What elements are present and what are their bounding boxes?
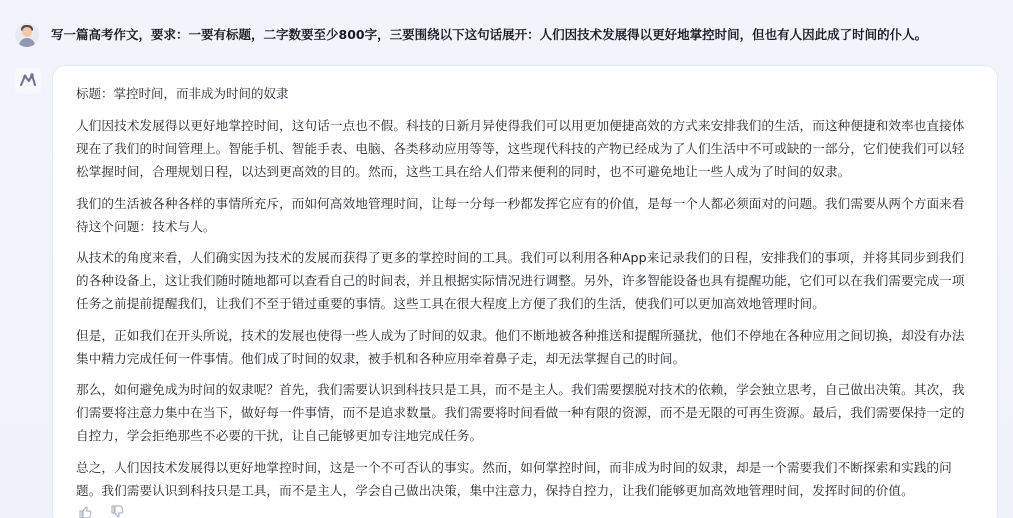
user-avatar-icon <box>15 23 39 47</box>
essay-title: 标题：掌控时间，而非成为时间的奴隶 <box>76 86 289 101</box>
user-message-row <box>15 22 1005 48</box>
thumb-up-icon[interactable] <box>78 504 92 518</box>
assistant-response-content <box>76 83 976 510</box>
assistant-logo-icon <box>15 68 41 94</box>
thumb-down-icon[interactable] <box>110 504 124 518</box>
essay-paragraph-4: 但是，正如我们在开头所说，技术的发展也使得一些人成为了时间的奴隶。他们不断地被各种推送和提醒所骚扰，他们不停地在各种应用之间切换，却没有办法集中精力完成任何一件事情。他们成了时间的奴隶，被手机和各种应用牵着鼻子走，却无法掌握自己的时间。 <box>76 327 965 366</box>
essay-paragraph-3: 从技术的角度来看，人们确实因为技术的发展而获得了更多的掌控时间的工具。我们可以利用各种App来记录我们的日程，安排我们的事项，并将其同步到我们的各种设备上，这让我们随时随地都可以查看自己的时间表，并且根据实际情况进行调整。另外，许多智能设备也具有提醒功能，它们可以在我们需要完成一项任务之前提前提醒我们，让我们不至于错过重要的事情。这些工具在很大程度上方便了我们的生活，使我们可以更加高效地管理时间。 <box>76 250 965 312</box>
essay-paragraph-2: 我们的生活被各种各样的事情所充斥，而如何高效地管理时间，让每一分每一秒都发挥它应有的价值，是每一个人都必须面对的问题。我们需要从两个方面来看待这个问题：技术与人。 <box>76 195 965 234</box>
essay-paragraph-6: 总之，人们因技术发展得以更好地掌控时间，这是一个不可否认的事实。然而，如何掌控时间，而非成为时间的奴隶，却是一个需要我们不断探索和实践的问题。我们需要认识到科技只是工具，而不是主人，学会自己做出决策，集中注意力，保持自控力，让我们能够更加高效地管理时间，发挥时间的价值。 <box>76 459 952 498</box>
assistant-response-card <box>53 66 997 518</box>
essay-paragraph-1: 人们因技术发展得以更好地掌控时间，这句话一点也不假。科技的日新月异使得我们可以用更加便捷高效的方式来安排我们的生活，而这种便捷和效率也直接体现在了我们的时间管理上。智能手机、智能手表、电脑、各类移动应用等等，这些现代科技的产物已经成为了人们生活中不可或缺的一部分，它们使我们可以轻松掌握时间，合理规划日程，以达到更高效的目的。然而，这些工具在给人们带来便利的同时，也不可避免地让一些人成为了时间的奴隶。 <box>76 118 965 180</box>
user-message-text: 写一篇高考作文，要求：一要有标题，二字数要至少800字，三要围绕以下这句话展开：人们因技术发展得以更好地掌控时间，但也有人因此成了时间的仆人。 <box>51 27 928 42</box>
essay-paragraph-5: 那么，如何避免成为时间的奴隶呢？首先，我们需要认识到科技只是工具，而不是主人。我们需要摆脱对技术的依赖，学会独立思考，自己做出决策。其次，我们需要将注意力集中在当下，做好每一件事情，而不是追求数量。我们需要将时间看做一种有限的资源，而不是无限的可再生资源。最后，我们需要保持一定的自控力，学会拒绝那些不必要的干扰，让自己能够更加专注地完成任务。 <box>76 382 965 444</box>
response-actions <box>78 504 124 518</box>
